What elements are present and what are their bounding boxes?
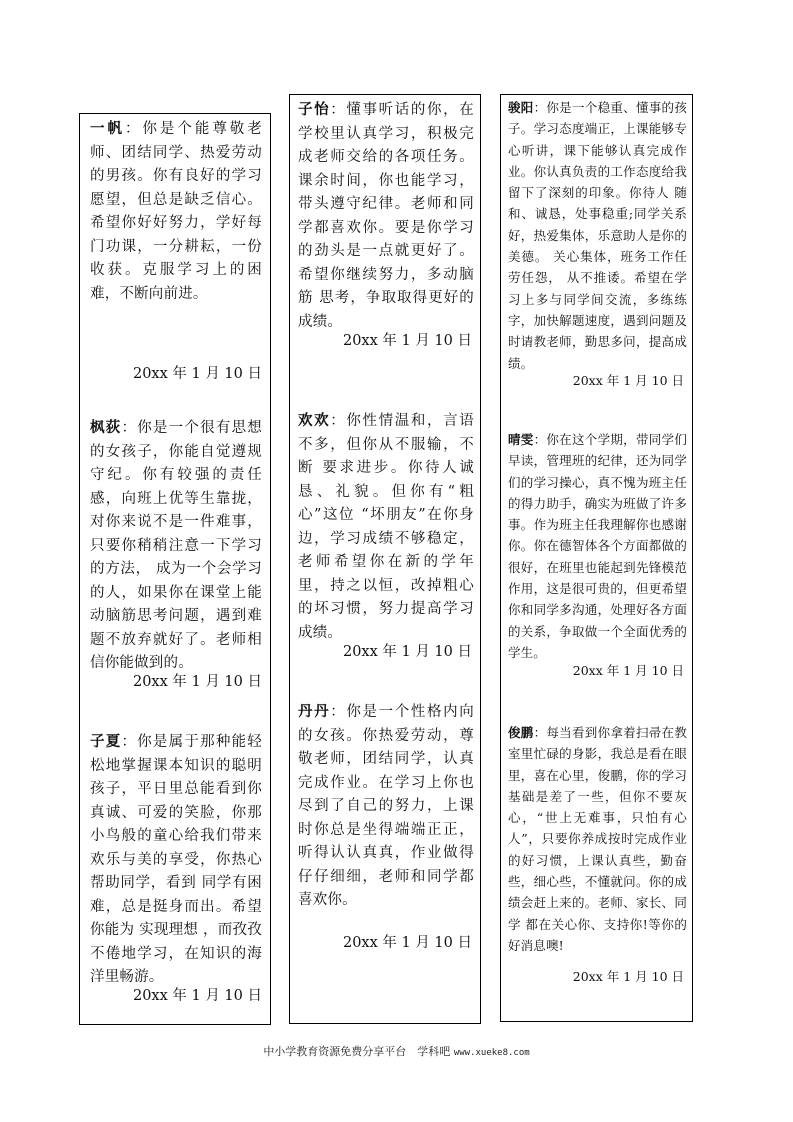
footer-site-link[interactable]: www.xueke8.com — [453, 1048, 530, 1058]
comment-date: 20xx 年 1 月 10 日 — [342, 935, 472, 951]
comment-text: ：你是个能尊敬老师、团结同学、热爱劳动的男孩。你有良好的学习愿望，但总是缺乏信心。希望你好好努力，学好每门功课，一分耕耘，一份收获。克服学习上的困难，不断向前进。 — [90, 121, 262, 302]
student-name: 丹丹 — [298, 703, 331, 720]
student-name: 枫荻 — [90, 419, 122, 436]
comment-entry — [298, 409, 474, 645]
comment-date: 20xx 年 1 月 10 日 — [132, 674, 262, 690]
comment-date: 20xx 年 1 月 10 日 — [572, 663, 684, 678]
comment-entry — [508, 97, 687, 374]
comment-column-right — [500, 94, 693, 1022]
comment-entry — [298, 700, 474, 913]
comment-date: 20xx 年 1 月 10 日 — [572, 373, 684, 388]
comment-entry — [90, 730, 262, 990]
student-name: 一帆 — [90, 120, 125, 137]
comment-text: ：你是一个稳重、懂事的孩子。学习态度端正，上课能够专心听讲，课下能够认真完成作业。你认真负责的工作态度给我留下了深刻的印象。你待人 随和、诚恳，处事稳重;同学关系好，热爱集体，乐意助人是你的美德。 关心集体，班务工作任劳任怨， 从不推诿。希望在学习上多与同学间交流，多练练字，加快解题速度，遇到问题及时请教老师，勤思多问，提高成绩。 — [508, 100, 687, 371]
comment-date: 20xx 年 1 月 10 日 — [342, 644, 472, 660]
comment-text: ：你在这个学期，带同学们早读，管理班的纪律，还为同学们的学习操心，真不愧为班主任的得力助手，确实为班做了许多事。作为班主任我理解你也感谢你。你在德智体各个方面都做的很好，在班里也能起到先锋模范作用，这是很可贵的，但更希望你和同学多沟通，处理好各方面的关系，争取做一个全面优秀的学生。 — [508, 432, 687, 660]
student-name: 俊鹏 — [508, 725, 534, 740]
student-name: 欢欢 — [298, 412, 331, 429]
comment-entry — [508, 722, 687, 956]
page-footer — [0, 1043, 793, 1059]
comment-text: ：你是一个很有思想的女孩子，你能自觉遵规守纪。你有较强的责任感，向班上优等生靠拢，对你来说不是一件难事，只要你稍稍注意一下学习的方法， 成为一个会学习的人，如果你在课堂上能动脑筋思考问题，遇到难题不放弃就好了。老师相信你能做到的。 — [90, 420, 262, 671]
comment-text: ：你性情温和，言语不多，但你从不服输，不断 要求进步。你待人诚恳、礼貌。但你有“粗心”这位 “坏朋友”在你身边，学习成绩不够稳定，老师希望你在新的学年里，持之以恒，改掉粗心的坏习惯，努力提高学习成绩。 — [298, 413, 474, 641]
student-name: 子怡 — [298, 101, 331, 118]
comment-column-left — [79, 113, 271, 1025]
comment-text: ：你是属于那种能轻松地掌握课本知识的聪明孩子，平日里总能看到你真诚、可爱的笑脸，你那小鸟般的童心给我们带来欢乐与美的享受，你热心帮助同学，看到 同学有困难，总是挺身而出。希望你能为 实现理想 ，而孜孜不倦地学习，在知识的海洋里畅游。 — [90, 734, 262, 985]
comment-entry — [90, 416, 262, 676]
comment-text: ：你是一个性格内向的女孩。你热爱劳动，尊敬老师，团结同学，认真完成作业。在学习上你也尽到了自己的努力，上课时你总是坐得端端正正，听得认认真真，作业做得仔仔细细，老师和同学都喜欢你。 — [298, 704, 474, 908]
comment-entry — [90, 117, 262, 306]
footer-text: 中小学教育资源免费分享平台 学科吧 — [263, 1045, 451, 1058]
comment-text: ：懂事听话的你，在学校里认真学习，积极完成老师交给的各项任务。课余时间，你也能学习，带头遵守纪律。老师和同学都喜欢你。要是你学习的劲头是一点就更好了。希望你继续努力，多动脑筋 思考，争取取得更好的成绩。 — [298, 102, 474, 330]
student-name: 子夏 — [90, 733, 122, 750]
comment-column-middle — [289, 94, 481, 1024]
comment-entry — [508, 429, 687, 663]
comment-text: ：每当看到你拿着扫帚在教室里忙碌的身影，我总是看在眼里，喜在心里，俊鹏，你的学习基础是差了一些，但你不要灰心，“世上无难事，只怕有心人”，只要你养成按时完成作业的好习惯，上课认真些，勤奋些，细心些，不懂就问。你的成绩会赶上来的。老师、家长、同学 都在关心你、支持你!等你的好消息噢! — [508, 725, 687, 953]
student-name: 晴雯 — [508, 432, 534, 447]
comment-date: 20xx 年 1 月 10 日 — [342, 333, 472, 349]
comment-entry — [298, 98, 474, 334]
comment-date: 20xx 年 1 月 10 日 — [572, 969, 684, 984]
comment-date: 20xx 年 1 月 10 日 — [132, 988, 262, 1004]
student-name: 骏阳 — [508, 100, 534, 115]
comment-date: 20xx 年 1 月 10 日 — [132, 366, 262, 382]
